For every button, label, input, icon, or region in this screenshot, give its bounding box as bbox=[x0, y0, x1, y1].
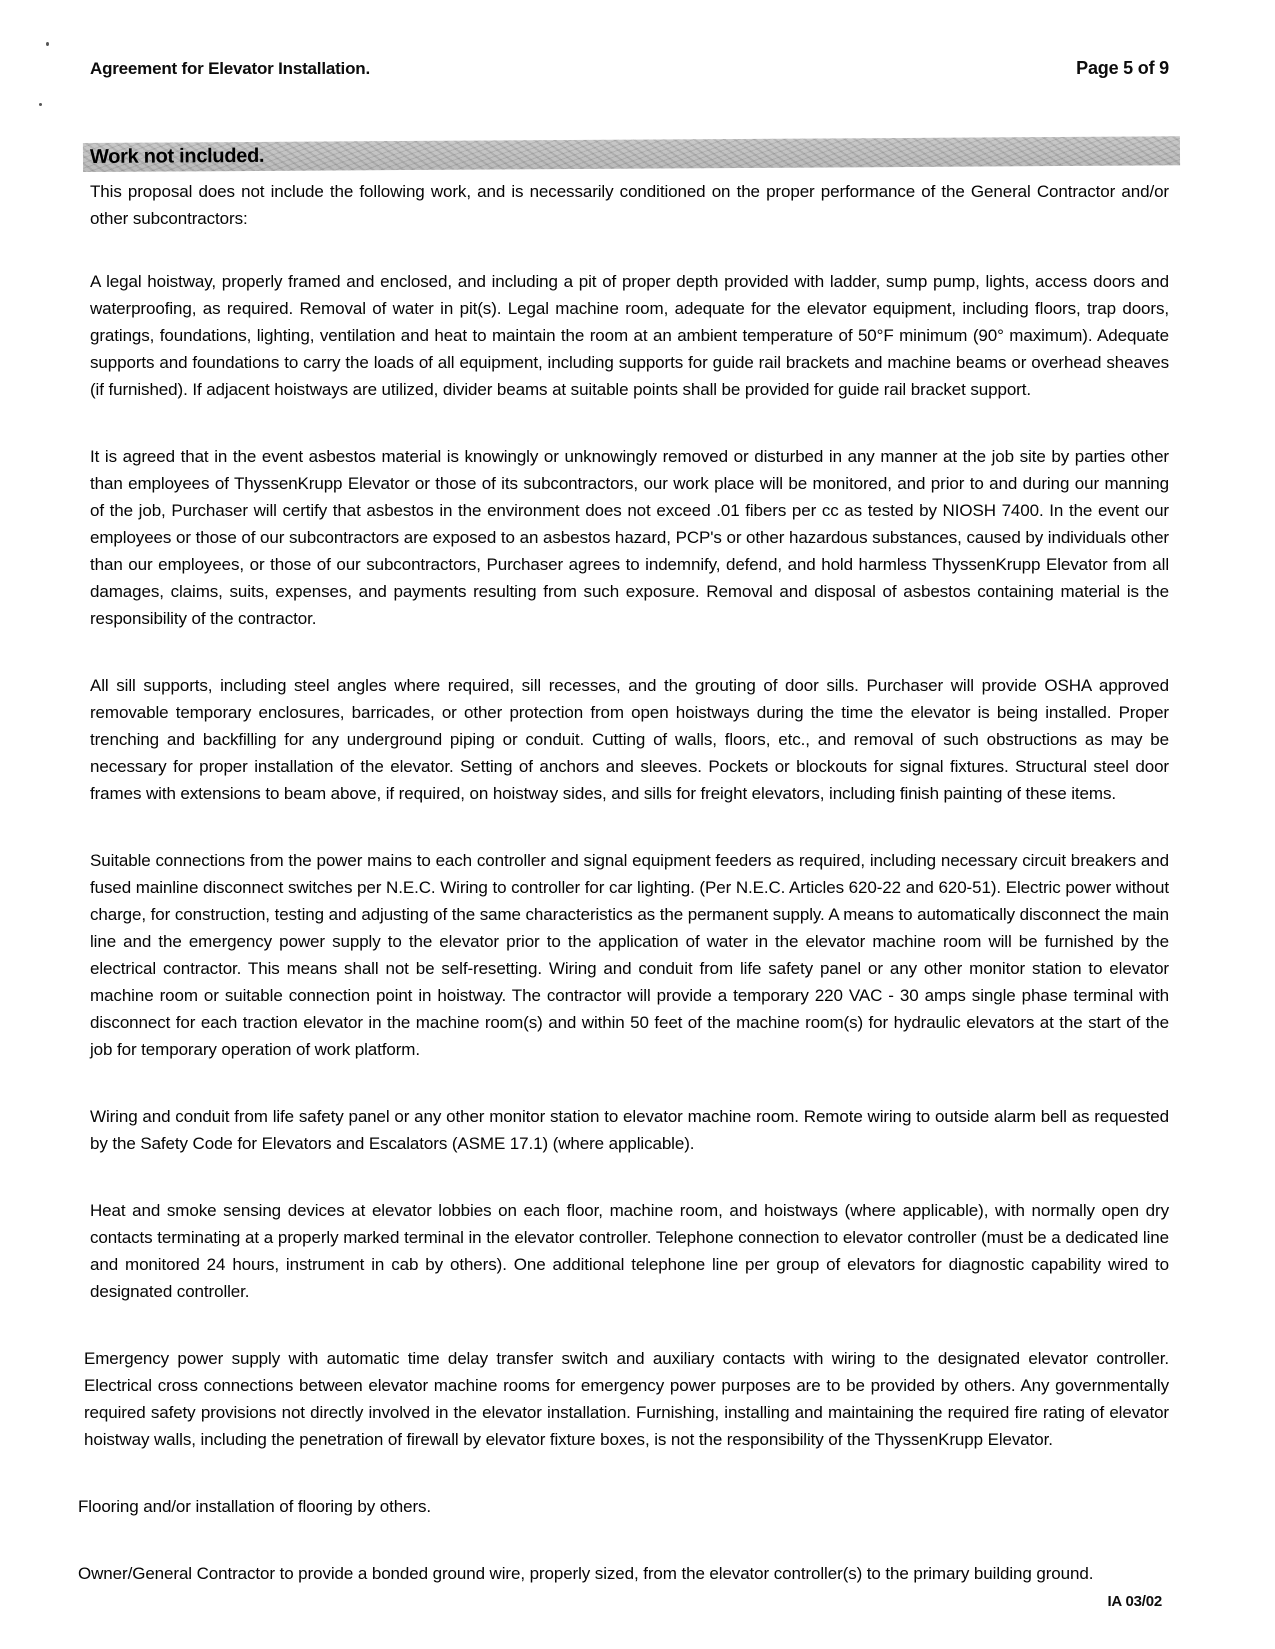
paragraph-emergency-power: Emergency power supply with automatic time delay transfer switch and auxiliary contacts with wiring to the designated elevator controller. Electrical cross connections between elevator machine rooms for emergency power purposes are to be provided by others. Any governmentally required safety provisions not directly involved in the elevator installation. Furnishing, installing and maintaining the required fire rating of elevator hoistway walls, including the penetration of firewall by elevator fixture boxes, is not the responsibility of the ThyssenKrupp Elevator. bbox=[84, 1349, 1169, 1449]
document-body bbox=[78, 178, 1169, 1587]
form-code: IA 03/02 bbox=[1107, 1593, 1162, 1610]
paragraph-wiring-conduit: Wiring and conduit from life safety panel or any other monitor station to elevator machine room. Remote wiring to outside alarm bell as requested by the Safety Code for Elevators and Escalators (ASME 17.1) (where applicable). bbox=[90, 1107, 1169, 1153]
page-number: Page 5 of 9 bbox=[1076, 58, 1169, 78]
document-header bbox=[90, 58, 1169, 79]
paragraph-ground-wire: Owner/General Contractor to provide a bonded ground wire, properly sized, from the elevator controller(s) to the primary building ground. bbox=[78, 1564, 1094, 1583]
paragraph-asbestos: It is agreed that in the event asbestos material is knowingly or unknowingly removed or disturbed in any manner at the job site by parties other than employees of ThyssenKrupp Elevator or those of its subcontractors, our work place will be monitored, and prior to and during our manning of the job, Purchaser will certify that asbestos in the environment does not exceed .01 fibers per cc as tested by NIOSH 7400. In the event our employees or those of our subcontractors are exposed to an asbestos hazard, PCP's or other hazardous substances, caused by individuals other than our employees, or those of our subcontractors, Purchaser agrees to indemnify, defend, and hold harmless ThyssenKrupp Elevator from all damages, claims, suits, expenses, and payments resulting from such exposure. Removal and disposal of asbestos containing material is the responsibility of the contractor. bbox=[90, 447, 1169, 628]
scan-speck bbox=[39, 103, 42, 106]
document-title: Agreement for Elevator Installation. bbox=[90, 59, 370, 78]
paragraph-power-connections: Suitable connections from the power mains to each controller and signal equipment feeders as required, including necessary circuit breakers and fused mainline disconnect switches per N.E.C. Wiring to controller for car lighting. (Per N.E.C. Articles 620-22 and 620-51). Electric power without charge, for construction, testing and adjusting of the same characteristics as the permanent supply. A means to automatically disconnect the main line and the emergency power supply to the elevator prior to the application of water in the elevator machine room will be furnished by the electrical contractor. This means shall not be self-resetting. Wiring and conduit from life safety panel or any other monitor station to elevator machine room or suitable connection point in hoistway. The contractor will provide a temporary 220 VAC - 30 amps single phase terminal with disconnect for each traction elevator in the machine room(s) and within 50 feet of the machine room(s) for hydraulic elevators at the start of the job for temporary operation of work platform. bbox=[90, 851, 1169, 1059]
scan-speck bbox=[46, 42, 49, 46]
paragraph-sill-supports: All sill supports, including steel angles where required, sill recesses, and the grouting of door sills. Purchaser will provide OSHA approved removable temporary enclosures, barricades, or other protection from open hoistways during the time the elevator is being installed. Proper trenching and backfilling for any underground piping or conduit. Cutting of walls, floors, etc., and removal of such obstructions as may be necessary for proper installation of the elevator. Setting of anchors and sleeves. Pockets or blockouts for signal fixtures. Structural steel door frames with extensions to beam above, if required, on hoistway sides, and sills for freight elevators, including finish painting of these items. bbox=[90, 676, 1169, 803]
section-heading: Work not included. bbox=[89, 144, 265, 168]
paragraph-heat-smoke: Heat and smoke sensing devices at elevator lobbies on each floor, machine room, and hoistways (where applicable), with normally open dry contacts terminating at a properly marked terminal in the elevator controller. Telephone connection to elevator controller (must be a dedicated line and monitored 24 hours, instrument in cab by others). One additional telephone line per group of elevators for diagnostic capability wired to designated controller. bbox=[90, 1201, 1169, 1301]
paragraph-flooring: Flooring and/or installation of flooring by others. bbox=[78, 1497, 432, 1516]
section-intro: This proposal does not include the following work, and is necessarily conditioned on the proper performance of the General Contractor and/or other subcontractors: bbox=[90, 182, 1169, 228]
section-heading-bar bbox=[83, 136, 1180, 172]
paragraph-hoistway: A legal hoistway, properly framed and enclosed, and including a pit of proper depth provided with ladder, sump pump, lights, access doors and waterproofing, as required. Removal of water in pit(s). Legal machine room, adequate for the elevator equipment, including floors, trap doors, gratings, foundations, lighting, ventilation and heat to maintain the room at an ambient temperature of 50°F minimum (90° maximum). Adequate supports and foundations to carry the loads of all equipment, including supports for guide rail brackets and machine beams or overhead sheaves (if furnished). If adjacent hoistways are utilized, divider beams at suitable points shall be provided for guide rail bracket support. bbox=[90, 272, 1169, 399]
